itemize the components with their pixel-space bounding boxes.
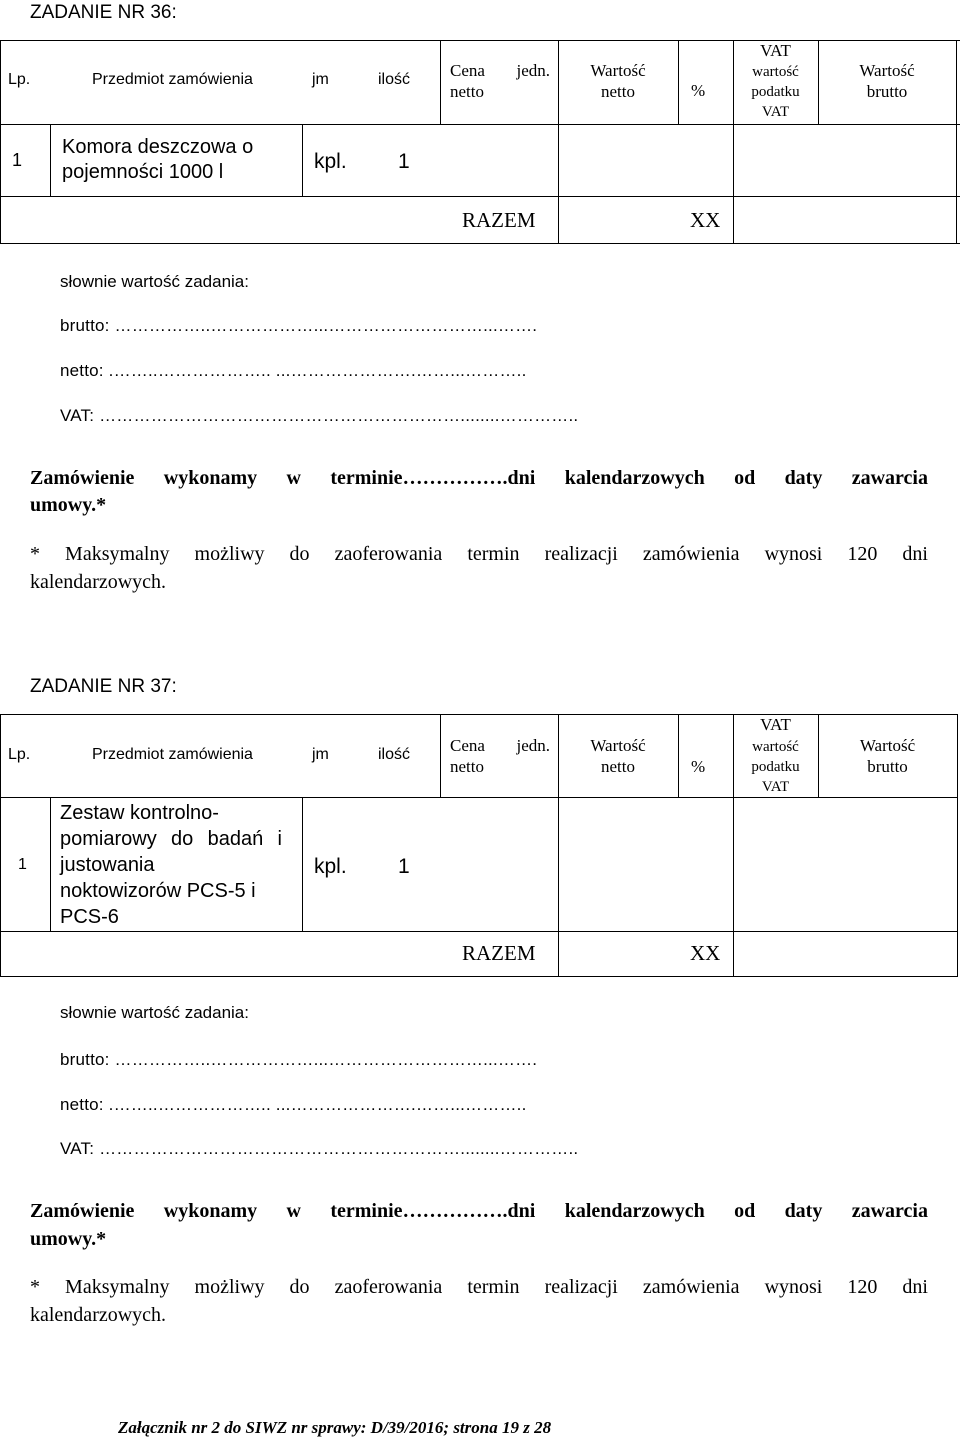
words-label: słownie wartość zadania: (60, 272, 249, 291)
header-vat-top: VAT (760, 41, 791, 60)
row-qty: 1 (398, 150, 410, 173)
note-line: * Maksymalny możliwy do zaoferowania termin realizacji zamówienia wynosi 120 dni (30, 543, 928, 565)
header-vat-amount: wartość podatku VAT (751, 739, 800, 795)
header-qty: ilość (378, 71, 411, 88)
header-vat-top: VAT (760, 715, 791, 734)
netto-line: netto: .……..……………….. ...………………….……...……….. (60, 1095, 527, 1114)
header-percent: % (691, 81, 706, 100)
deadline-line: Zamówienie wykonamy w terminie…………….dni kalendarzowych od daty zawarcia (30, 467, 928, 489)
section-title: ZADANIE NR 37: (30, 676, 177, 697)
total-label: RAZEM (462, 941, 536, 965)
row-lp: 1 (12, 150, 23, 170)
row-jm: kpl. (314, 150, 347, 173)
header-gross-value: Wartość brutto (859, 61, 915, 101)
row-item: Komora deszczowa o pojemności 1000 l (62, 136, 254, 183)
header-lp: Lp. (8, 71, 31, 88)
header-net-value: Wartość netto (590, 736, 646, 776)
brutto-line: brutto: ……………..………………...………………………...……. (60, 1050, 538, 1069)
deadline-line: Zamówienie wykonamy w terminie…………….dni kalendarzowych od daty zawarcia (30, 1200, 928, 1222)
vat-line: VAT: ………………………………………………………........………….. (60, 406, 579, 425)
header-lp: Lp. (8, 746, 31, 763)
brutto-line: brutto: ……………..………………...………………………...……. (60, 316, 538, 335)
header-net-value: Wartość netto (590, 61, 646, 101)
header-qty: ilość (378, 746, 411, 763)
header-gross-value: Wartość brutto (859, 736, 916, 776)
header-vat-amount: wartość podatku VAT (751, 64, 800, 120)
vat-line: VAT: ………………………………………………………........………….. (60, 1139, 579, 1158)
header-item: Przedmiot zamówienia (92, 746, 253, 763)
header-unit-price: Cena jedn. netto (450, 736, 550, 776)
header-percent: % (691, 757, 706, 776)
netto-line: netto: .……..……………….. ...………………….……...……….. (60, 361, 527, 380)
total-xx: XX (690, 208, 721, 232)
deadline-line-end: umowy.* (30, 1228, 107, 1250)
words-label: słownie wartość zadania: (60, 1003, 249, 1022)
section-title: ZADANIE NR 36: (30, 2, 177, 23)
total-label: RAZEM (462, 208, 536, 232)
note-line-end: kalendarzowych. (30, 1304, 167, 1326)
note-line-end: kalendarzowych. (30, 571, 167, 593)
header-item: Przedmiot zamówienia (92, 71, 253, 88)
header-unit-price: Cena jedn. netto (450, 61, 550, 101)
row-jm: kpl. (314, 855, 347, 878)
total-xx: XX (690, 941, 721, 965)
row-item: Zestaw kontrolno- pomiarowy do badań i justowania noktowizorów PCS-5 i PCS-6 (60, 802, 282, 928)
header-jm: jm (312, 746, 329, 763)
row-lp: 1 (18, 856, 27, 873)
deadline-line-end: umowy.* (30, 494, 107, 516)
note-line: * Maksymalny możliwy do zaoferowania termin realizacji zamówienia wynosi 120 dni (30, 1276, 928, 1298)
page-footer: Załącznik nr 2 do SIWZ nr sprawy: D/39/2016; strona 19 z 28 (118, 1418, 552, 1437)
header-jm: jm (312, 71, 329, 88)
row-qty: 1 (398, 855, 410, 878)
